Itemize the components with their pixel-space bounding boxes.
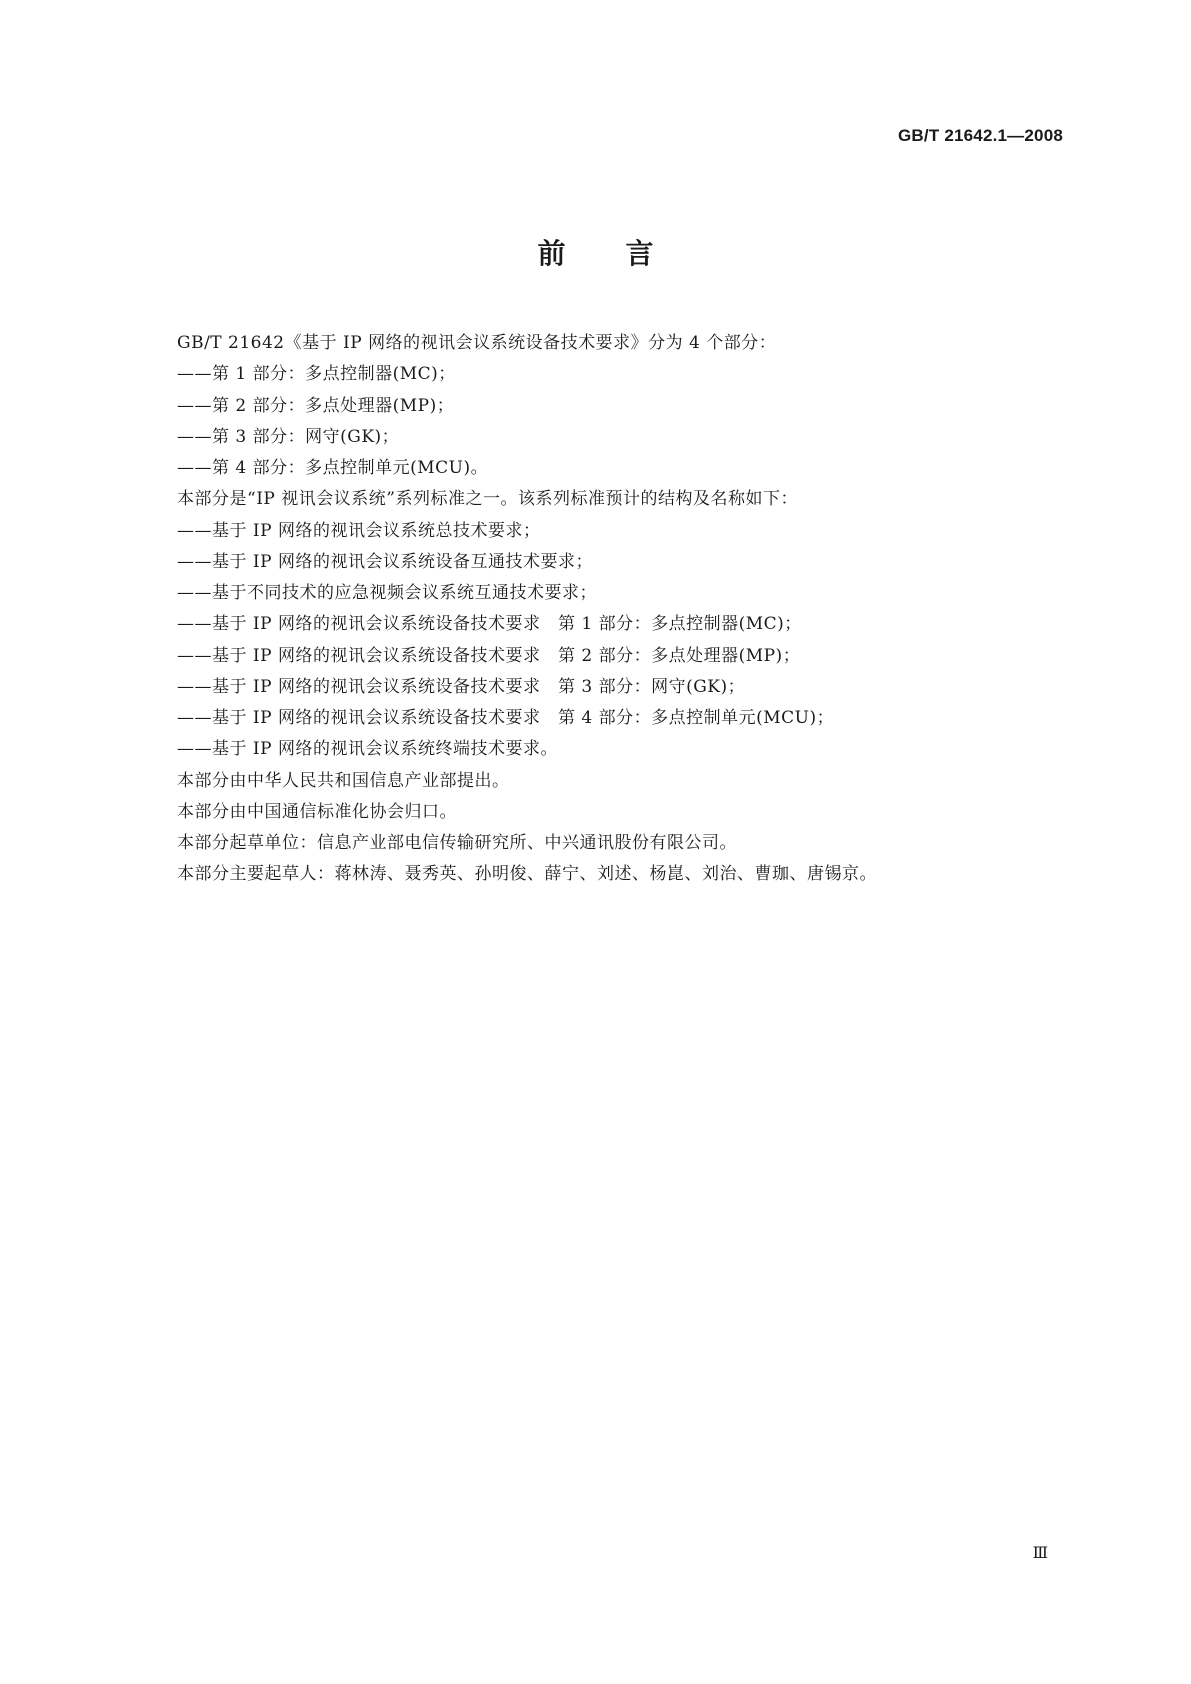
body-line: 本部分起草单位：信息产业部电信传输研究所、中兴通讯股份有限公司。: [177, 833, 737, 853]
body-line: ——基于 IP 网络的视讯会议系统终端技术要求。: [177, 739, 558, 760]
body-line: GB/T 21642《基于 IP 网络的视讯会议系统设备技术要求》分为 4 个部分：: [177, 333, 777, 353]
foreword-body: [177, 328, 1077, 891]
body-line: ——第 2 部分：多点处理器(MP)；: [177, 395, 455, 416]
body-line: ——基于 IP 网络的视讯会议系统设备技术要求 第 4 部分：多点控制单元(MCU)；: [177, 708, 835, 728]
body-line: ——第 4 部分：多点控制单元(MCU)。: [177, 458, 489, 478]
body-line: 本部分由中国通信标准化协会归口。: [177, 801, 457, 822]
body-line: ——基于 IP 网络的视讯会议系统总技术要求；: [177, 520, 541, 541]
body-line: ——第 3 部分：网守(GK)；: [177, 426, 400, 447]
body-line: ——基于 IP 网络的视讯会议系统设备互通技术要求；: [177, 551, 593, 572]
body-line: ——基于 IP 网络的视讯会议系统设备技术要求 第 2 部分：多点处理器(MP)；: [177, 645, 801, 666]
body-line: ——基于 IP 网络的视讯会议系统设备技术要求 第 3 部分：网守(GK)；: [177, 676, 746, 697]
body-line: ——基于不同技术的应急视频会议系统互通技术要求；: [177, 583, 597, 603]
body-line: ——第 1 部分：多点控制器(MC)；: [177, 364, 456, 385]
body-line: 本部分主要起草人：蒋林涛、聂秀英、孙明俊、薛宁、刘述、杨崑、刘治、曹珈、唐锡京。: [177, 864, 877, 885]
page-title: 前言: [537, 237, 714, 270]
page-number: Ⅲ: [1032, 1543, 1048, 1562]
body-line: 本部分由中华人民共和国信息产业部提出。: [177, 770, 510, 791]
standard-number: GB/T 21642.1—2008: [898, 126, 1063, 145]
body-line: 本部分是“IP 视讯会议系统”系列标准之一。该系列标准预计的结构及名称如下：: [177, 489, 798, 510]
body-line: ——基于 IP 网络的视讯会议系统设备技术要求 第 1 部分：多点控制器(MC)；: [177, 614, 802, 635]
